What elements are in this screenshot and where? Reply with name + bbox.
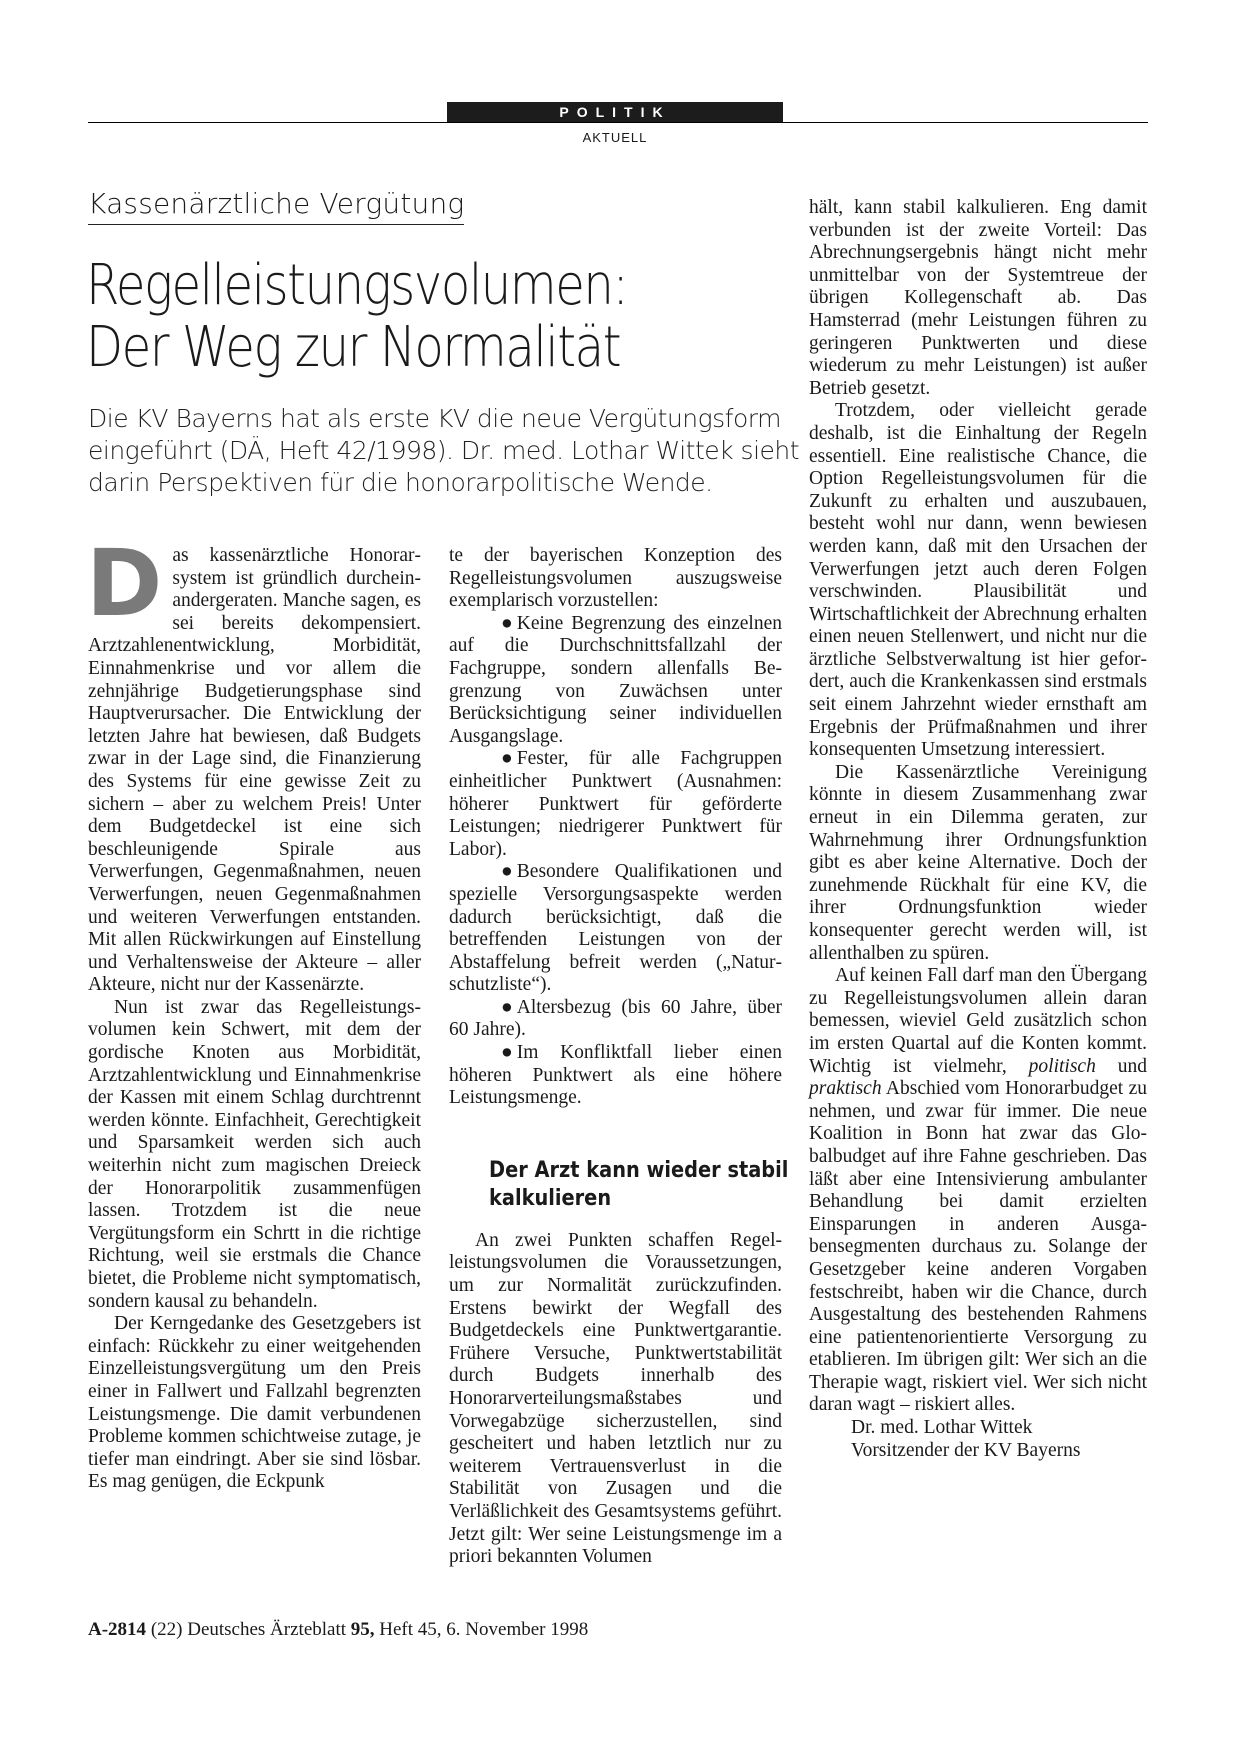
bullet-item	[449, 997, 782, 1042]
emphasis-politisch: politisch	[1028, 1055, 1096, 1077]
page-footer	[88, 1619, 588, 1641]
bullet-icon: ●	[501, 861, 513, 883]
paragraph	[809, 965, 1147, 1417]
headline-line-2: Der Weg zur Normalität	[86, 314, 621, 380]
headline-line-1: Regelleistungsvolumen:	[86, 253, 628, 318]
bullet-text: Keine Begrenzung des einzelnen auf die Durchschnittsfallzahl der Fachgruppe, sondern allenfalls Begrenzung von Zuwächsen unter Berücksichtigung seiner individuellen Ausgangslage.	[449, 612, 782, 747]
issue-date: Heft 45, 6. November 1998	[379, 1619, 589, 1640]
bullet-text: Besondere Qualifikationen und spezielle Versorgungsaspekte werden dadurch berücksichtigt, daß die betreffenden Leistungen von der Abstaffelung befreit werden („Naturschutzliste“).	[449, 861, 782, 996]
bullet-text: Altersbezug (bis 60 Jahre, über 60 Jahre).	[449, 996, 782, 1041]
bullet-icon: ●	[501, 1042, 513, 1064]
drop-cap: D	[86, 530, 163, 637]
emphasis-praktisch: praktisch	[809, 1078, 882, 1100]
paragraph-text: und	[1095, 1055, 1148, 1077]
paragraph	[86, 530, 421, 997]
bullet-item	[449, 613, 782, 749]
journal-name: Deutsches Ärzteblatt	[187, 1619, 347, 1640]
article-lead: Die KV Bayerns hat als erste KV die neue Vergütungsform eingeführt (DÄ, Heft 42/1998). Dr. med. Lothar Wittek sieht darin Perspektiven für die honorarpolitische Wende.	[88, 404, 800, 497]
author-title: Vorsitzender der KV Bayerns	[851, 1439, 1081, 1461]
bullet-text: Fester, für alle Fachgruppen einheitlicher Punktwert (Ausnahmen: höherer Punktwert für geförderte Leistungen; niedrigerer Punktwert für Labor).	[449, 748, 782, 860]
bullet-text: Im Konfliktfall lieber einen höheren Punktwert als eine höhere Leistungsmenge.	[449, 1042, 782, 1109]
paragraph: An zwei Punkten schaffen Regelleistungsvolumen die Voraussetzungen, um zur Normalität zurückzufinden. Erstens bewirkt der Wegfall des Budgetdeckels eine Punktwertgarantie. Frühere Versuche, Punktwertstabilität durch Budgets innerhalb des Honorarverteilungsmaßstabes und Vorwegabzüge sicherzustellen, sind gescheitert und haben letztlich nur zu weiterem Vertrauensverlust in die Stabilität von Zusagen und die Verläßlichkeit des Gesamtsystems geführt. Jetzt gilt: Wer seine Leistungsmenge im a priori bekannten Volumen	[449, 1229, 782, 1568]
bullet-item	[449, 1042, 782, 1110]
article-kicker: Kassenärztliche Vergütung	[88, 188, 464, 225]
paragraph: Nun ist zwar das Regelleistungsvolumen kein Schwert, mit dem der gordische Knoten aus Morbidität, Arztzahlentwicklung und Einnahmenkrise der Kassen mit einem Schlag durchtrennt werden könnte. Einfachheit, Gerechtigkeit und Sparsamkeit werden sich auch weiterhin nicht zum magischen Dreieck der Honorarpolitik zusammenfügen lassen. Trotzdem ist die neue Vergütungsform ein Schrtt in die richtige Richtung, weil sie erstmals die Chance bietet, die Probleme nicht symptomatisch, sondern kausal zu behandeln.	[88, 996, 421, 1312]
journal-volume: 95,	[350, 1619, 375, 1640]
paragraph: hält, kann stabil kalkulieren. Eng damit verbunden ist der zweite Vorteil: Das Abrechnungsergebnis hängt nicht mehr unmittelbar von der Systemtreue der übrigen Kollegenschaft ab. Das Hamsterrad (mehr Leistungen führen zu geringeren Punktwerten und diese wiederum zu mehr Leistungen) ist außer Betrieb gesetzt.	[809, 197, 1147, 399]
column-1	[86, 530, 421, 1494]
paragraph-text: Auf keinen Fall darf man den Übergang zu Regelleistungsvolumen allein daran bemessen, wieviel Geld zusätzlich schon im ersten Quartal auf die Konten kommt. Wichtig ist vielmehr,	[809, 965, 1147, 1077]
paragraph: Trotzdem, oder vielleicht gerade deshalb, ist die Einhaltung der Regeln essentiell. Eine realistische Chance, die Option Regelleistungsvolumen für die Zukunft zu erhalten und auszubauen, besteht wohl nur dann, wenn bewiesen werden kann, daß mit den Ursachen der Verwerfungen jetzt auch deren Folgen verschwinden. Plausibilität und Wirtschaftlichkeit der Abrechnung erhalten einen neuen Stellenwert, und nicht nur die ärztliche Selbstverwaltung ist hier gefordert, auch die Krankenkassen sind erstmals seit einem Jahrzehnt wieder ernsthaft am Ergebnis der Prüfmaßnahmen und ihrer konsequenten Umsetzung interessiert.	[809, 400, 1147, 761]
column-3	[809, 197, 1147, 1462]
paragraph: Der Kerngedanke des Gesetzgebers ist einfach: Rückkehr zu einer weitgehenden Einzelleistungsvergütung um den Preis einer in Fallwert und Fallzahl begrenzten Leistungsmenge. Die damit verbundenen Probleme kommen schichtweise zutage, je tiefer man eindringt. Aber sie sind lösbar. Es mag genügen, die Eckpunk	[88, 1313, 421, 1493]
paragraph-text: as kassenärztliche Honorarsystem ist gründlich durcheinandergeraten. Manche sagen, es sei bereits dekompensiert. Arztzahlenentwicklung, Morbidität, Einnahmenkrise und vor allem die zehnjährige Budgetierungsphase sind Hauptverursacher. Die Entwicklung der letzten Jahre hat bewiesen, daß Budgets zwar in der Lage sind, die Finanzierung des Systems für eine gewisse Zeit zu sichern – aber zu welchem Preis! Unter dem Budgetdeckel ist eine sich beschleunigende Spirale aus Verwerfungen, Gegenmaßnahmen, neuen Verwerfungen, neuen Gegenmaßnahmen und weiteren Verwerfungen entstanden. Mit allen Rückwirkungen auf Einstellung und Verhaltensweise der Akteure – aller Akteure, nicht nur der Kassenärzte.	[88, 545, 421, 996]
bullet-icon: ●	[501, 612, 513, 634]
bullet-item	[449, 861, 782, 997]
section-label: POLITIK	[447, 102, 783, 122]
page-number: (22)	[150, 1619, 183, 1640]
paragraph: te der bayerischen Konzeption des Regelleistungsvolumen auszugsweise exemplarisch vorzustellen:	[449, 545, 782, 612]
article-headline	[86, 255, 705, 378]
section-subheading: Der Arzt kann wieder stabil kalkulieren	[489, 1157, 789, 1211]
bullet-icon: ●	[501, 996, 513, 1018]
bullet-icon: ●	[501, 748, 513, 770]
author-name: Dr. med. Lothar Wittek	[851, 1417, 1033, 1439]
column-2	[449, 545, 789, 1569]
page-id: A-2814	[88, 1619, 147, 1640]
header-rule	[88, 122, 1148, 123]
bullet-item	[449, 748, 782, 861]
paragraph: Die Kassenärztliche Vereinigung könnte in diesem Zusammenhang zwar erneut in ein Dilemma geraten, zur Wahrnehmung ihrer Ordnungsfunktion gibt es aber keine Alternative. Doch der zunehmende Rückhalt für eine KV, die ihrer Ordnungsfunktion wieder konsequenter gerecht werden will, ist allenthalben zu spüren.	[809, 761, 1147, 964]
subsection-label: AKTUELL	[582, 130, 648, 145]
paragraph-text: Abschied vom Honorarbudget zu nehmen, und zwar für immer. Die neue Koalition in Bonn hat zwar das Globalbudget auf ihre Fahne geschrieben. Das läßt aber eine Intensivierung ambulanter Behandlung bei damit erzielten Einsparungen in anderen Ausgabensegmenten durchaus zu. Solange der Gesetzgeber keine anderen Vorgaben festschreibt, haben wir die Chance, durch Ausgestaltung des bestehenden Rahmens eine patientenorientierte Versorgung zu etablieren. Im übrigen gilt: Wer sich an die Therapie wagt, riskiert viel. Wer sich nicht daran wagt – riskiert alles.	[809, 1078, 1147, 1416]
